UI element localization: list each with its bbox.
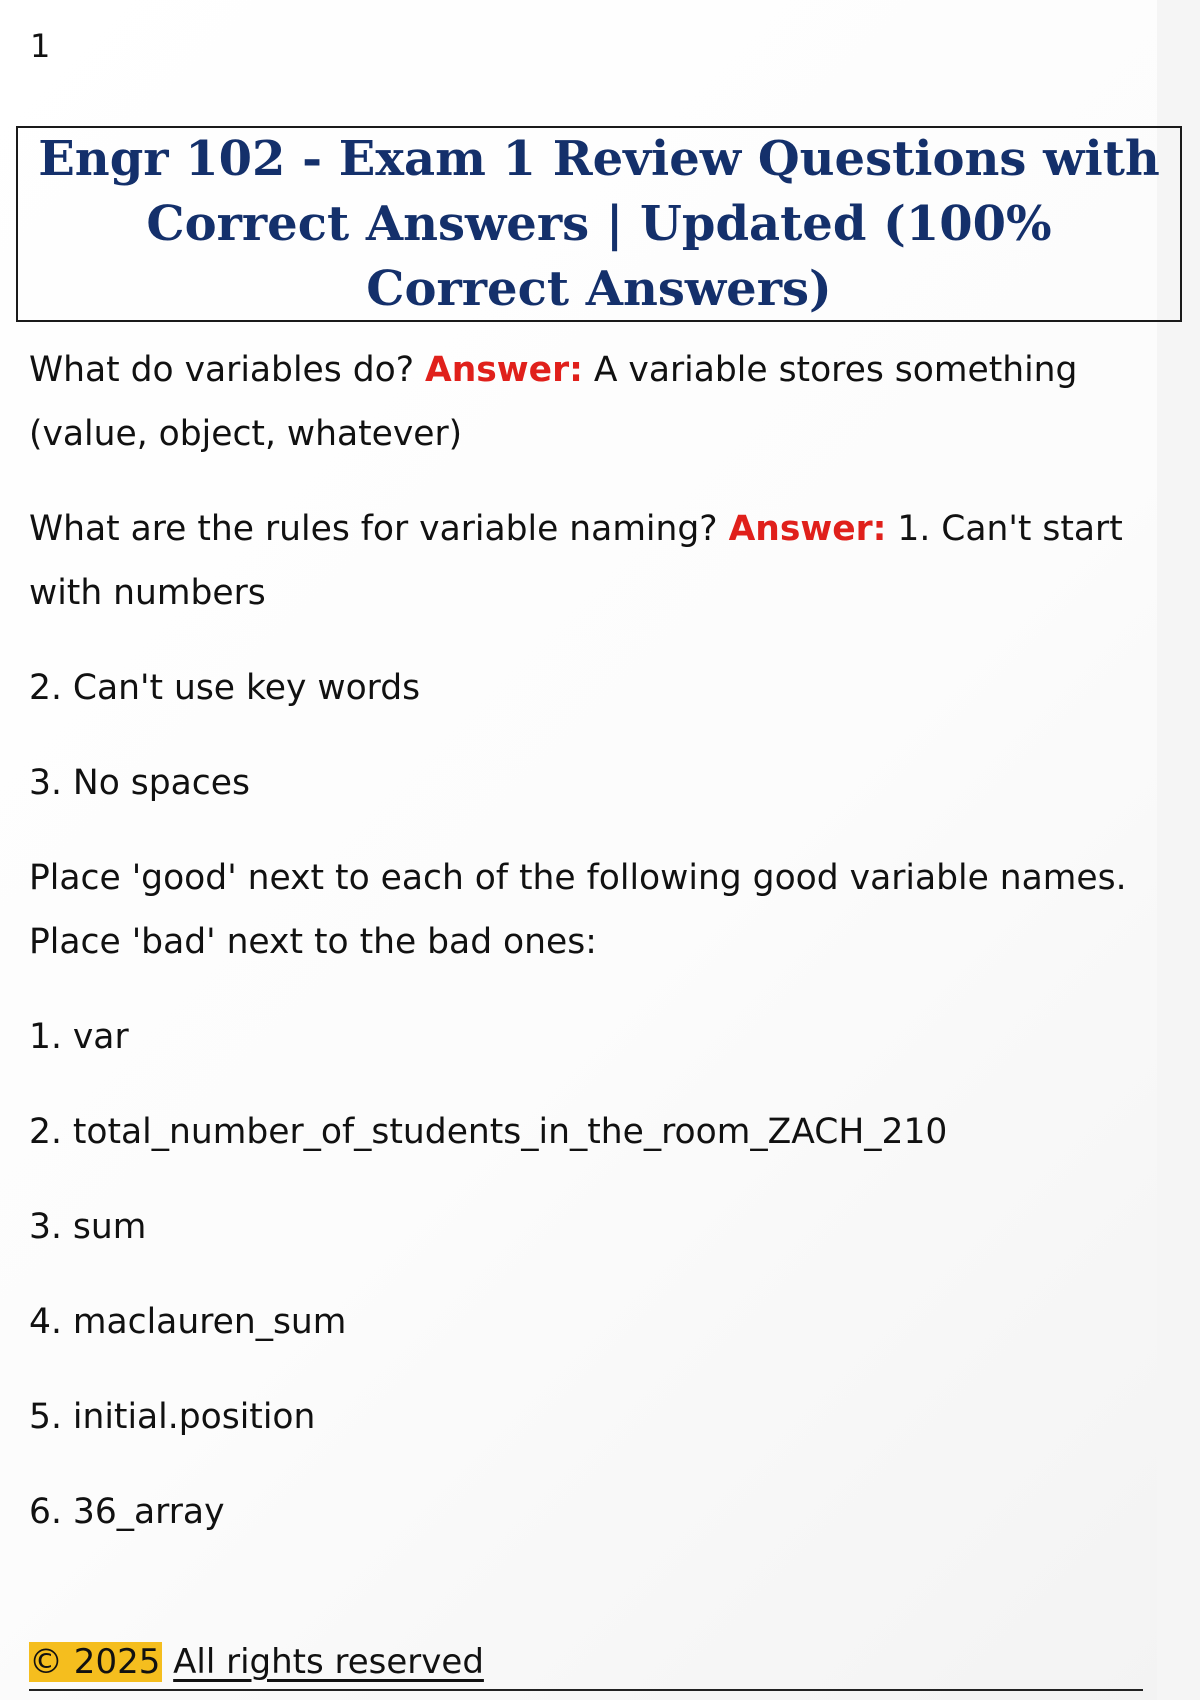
qa-item	[29, 497, 1149, 625]
title-box	[16, 126, 1182, 322]
copyright-text: All rights reserved	[173, 1642, 484, 1682]
answer-label: Answer:	[425, 350, 583, 390]
list-item: 5. initial.position	[29, 1397, 316, 1437]
document-title: Engr 102 - Exam 1 Review Questions with Correct Answers | Updated (100% Correct Answers)	[38, 130, 1160, 317]
list-item: 2. total_number_of_students_in_the_room_ZACH_210	[29, 1112, 948, 1152]
answer-line: 3. No spaces	[29, 763, 250, 803]
qa-item	[29, 338, 1149, 466]
document-body	[29, 338, 1149, 1575]
list-item: 3. sum	[29, 1207, 147, 1247]
list-item: 4. maclauren_sum	[29, 1302, 347, 1342]
footer	[29, 1637, 1143, 1691]
list-item: 6. 36_array	[29, 1492, 225, 1532]
answer-text: 1. Can't start with numbers	[29, 509, 1123, 613]
page-number: 1	[30, 27, 51, 65]
list-item: 1. var	[29, 1017, 129, 1057]
answer-line: 2. Can't use key words	[29, 668, 421, 708]
question-text: What do variables do?	[29, 350, 415, 390]
question-paragraph: Place 'good' next to each of the following good variable names. Place 'bad' next to the bad ones:	[29, 858, 1127, 962]
answer-text: A variable stores something (value, object, whatever)	[29, 350, 1078, 454]
question-text: What are the rules for variable naming?	[29, 509, 718, 549]
copyright-year: © 2025	[29, 1642, 161, 1682]
answer-label: Answer:	[728, 509, 887, 549]
